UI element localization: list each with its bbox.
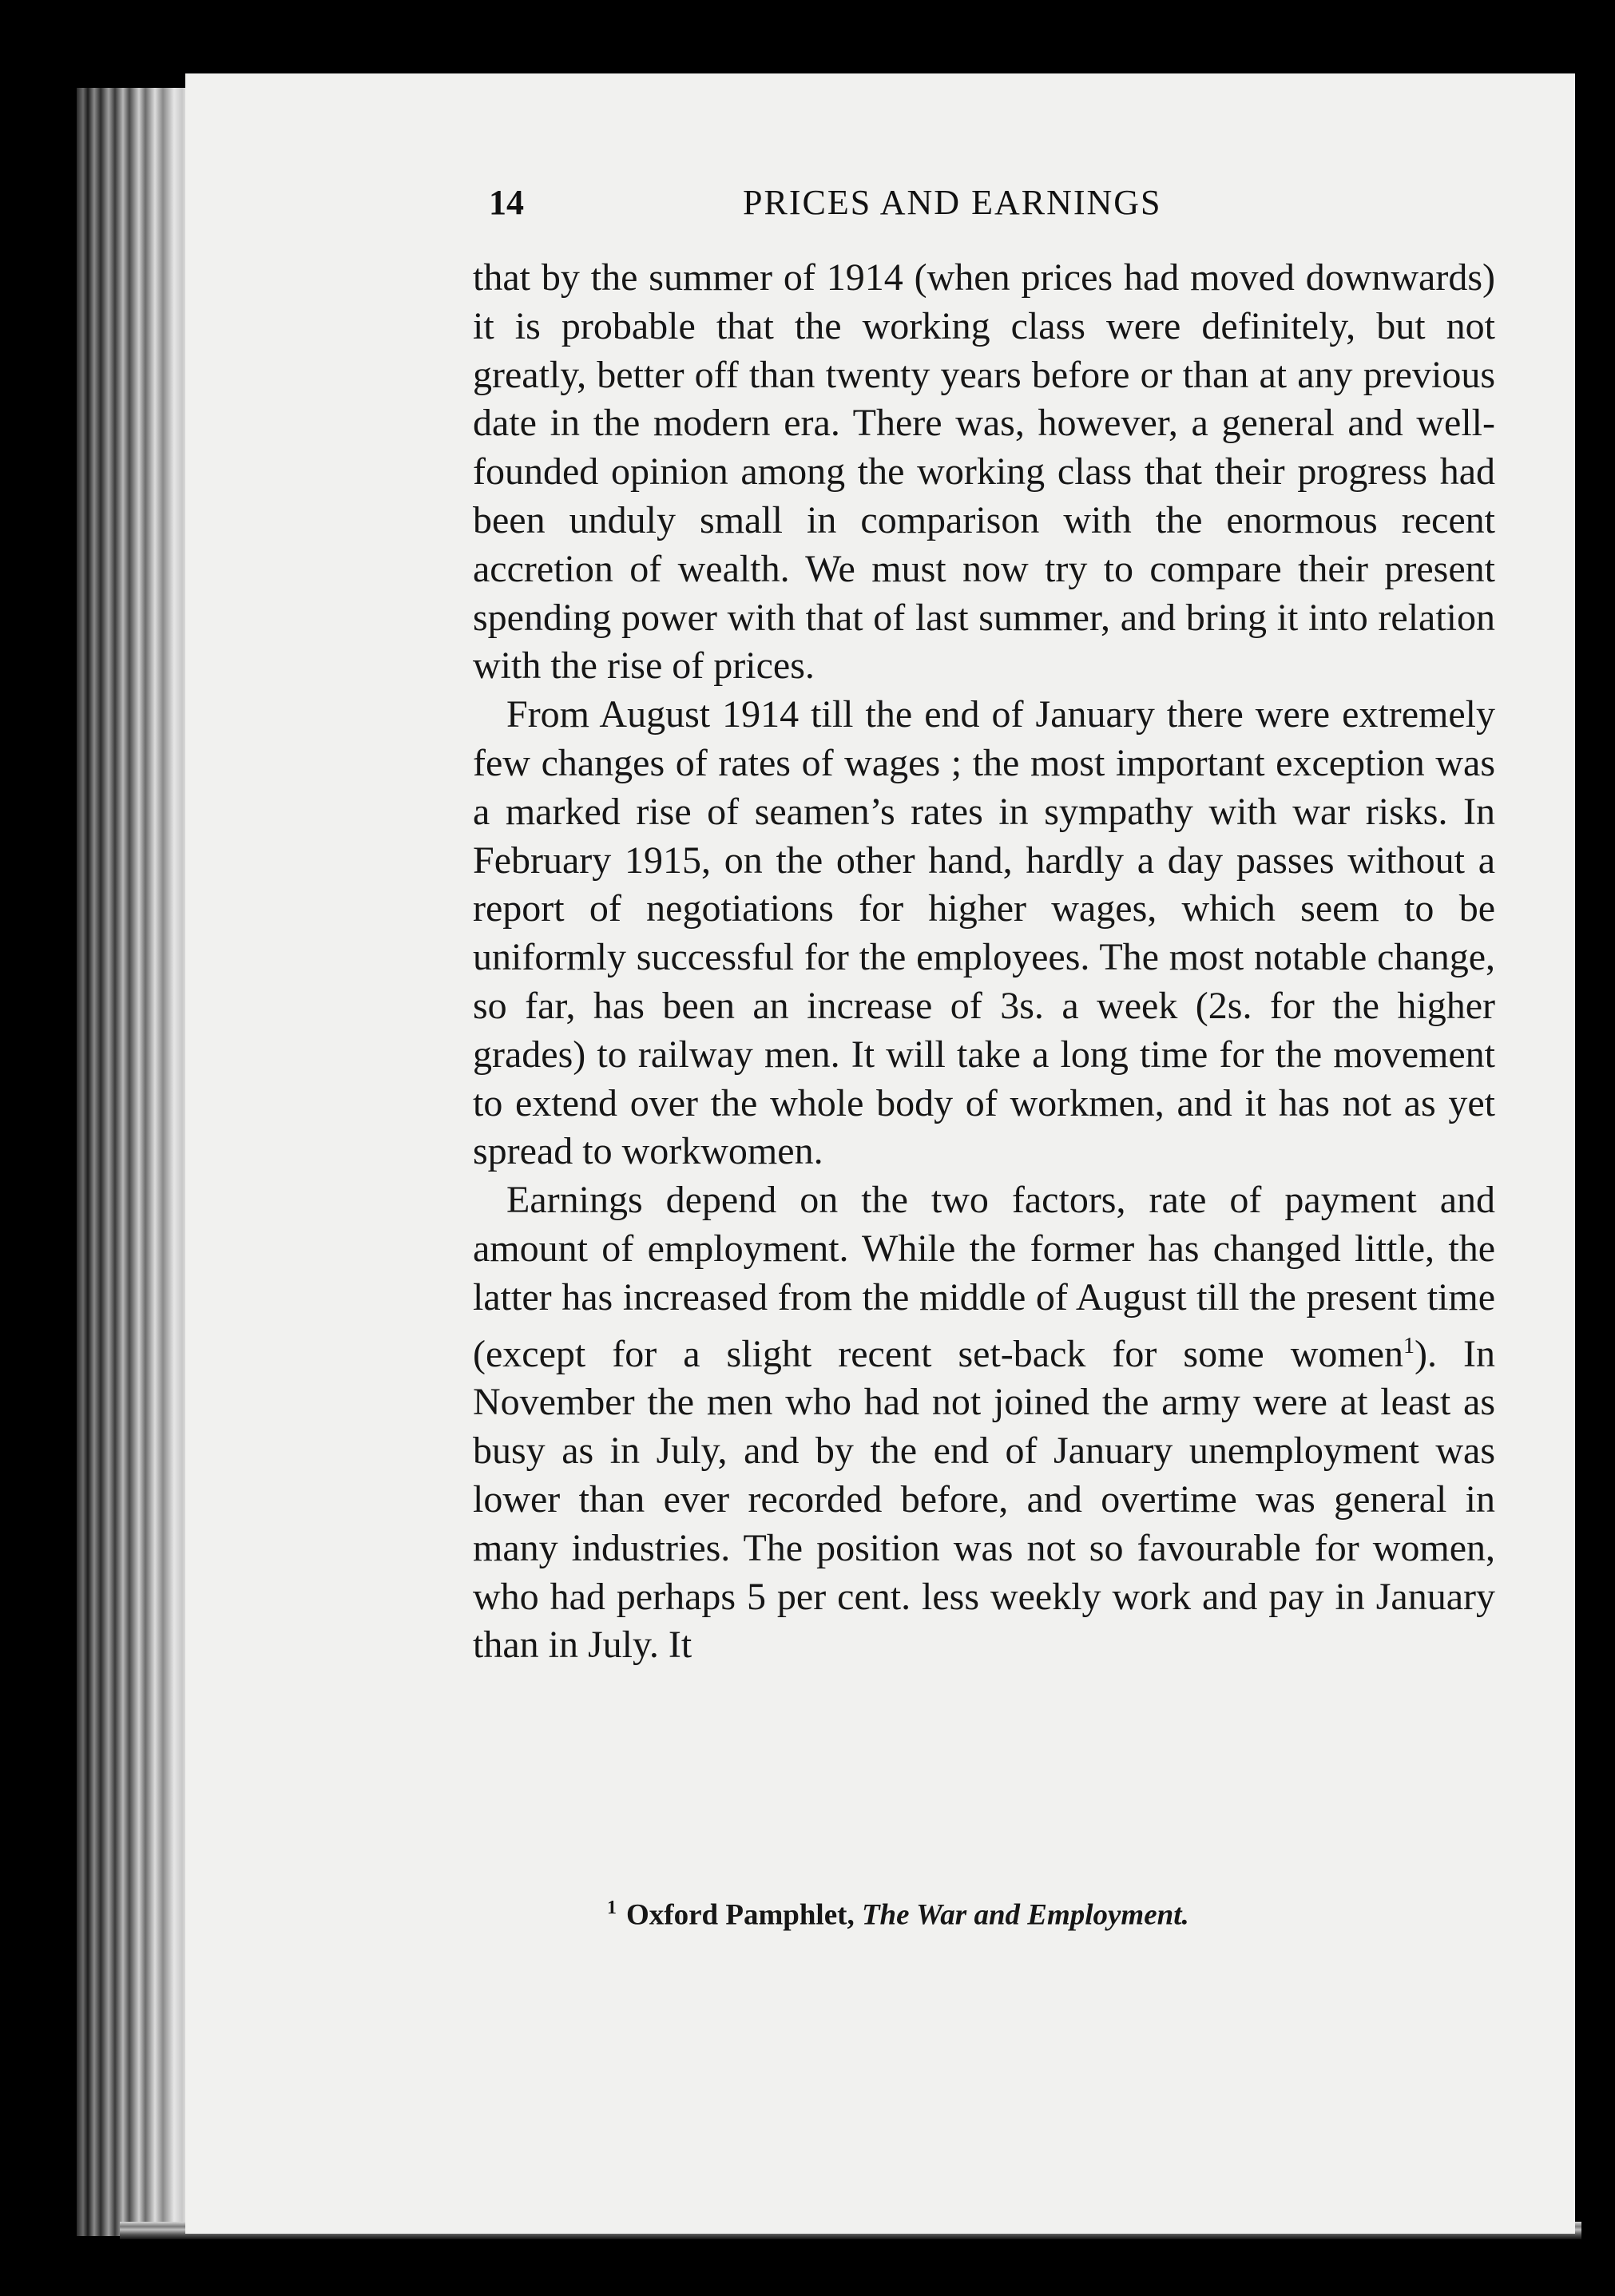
- body-text: [473, 254, 1495, 1670]
- page-header: [489, 182, 1527, 238]
- footnote-reference: 1: [1403, 1333, 1415, 1358]
- paragraph-continued: that by the summer of 1914 (when prices had moved downwards) it is probable that the working class were definitely, but not greatly, better off than twenty years before or than at any previous date in the modern era. There was, however, a general and well-founded opinion among the working class that their progress had been unduly small in comparison with the enormous recent accretion of wealth. We must now try to compare their present spending power with that of last summer, and bring it into relation with the rise of prices.: [473, 256, 1495, 688]
- paragraph-earnings-part-1: Earnings depend on the two factors, rate of payment and amount of employment. While the former has changed little, the latter has increased from the middle of August till the present time (except for a slight recent set-back for some women: [473, 1179, 1495, 1375]
- footnote: [607, 1897, 1189, 1932]
- footnote-marker: 1: [607, 1897, 617, 1918]
- paragraph-wages: From August 1914 till the end of January there were extremely few changes of rates of wages ; the most important exception was a marked rise of seamen’s rates in sympathy with war risks. In February 1915, on the other hand, hardly a day passes without a report of negotiations for higher wages, which seem to be uniformly successful for the employees. The most notable change, so far, has been an increase of 3s. a week (2s. for the higher grades) to railway men. It will take a long time for the movement to extend over the whole body of workmen, and it has not as yet spread to workwomen.: [473, 693, 1495, 1173]
- running-title: PRICES AND EARNINGS: [743, 183, 1162, 222]
- paragraph-earnings-part-2: ). In November the men who had not joined the army were at least as busy as in July, and by the end of January unemployment was lower than ever recorded before, and overtime was general in many industries. The position was not so favourable for women, who had perhaps 5 per cent. less weekly work and pay in January than in July. It: [473, 1332, 1496, 1667]
- page-edge-stack: [77, 88, 188, 2236]
- page-number: 14: [489, 183, 524, 222]
- paragraph-earnings: [473, 1176, 1495, 1670]
- footnote-title: The War and Employment.: [861, 1898, 1189, 1932]
- footnote-text: Oxford Pamphlet,: [626, 1898, 862, 1932]
